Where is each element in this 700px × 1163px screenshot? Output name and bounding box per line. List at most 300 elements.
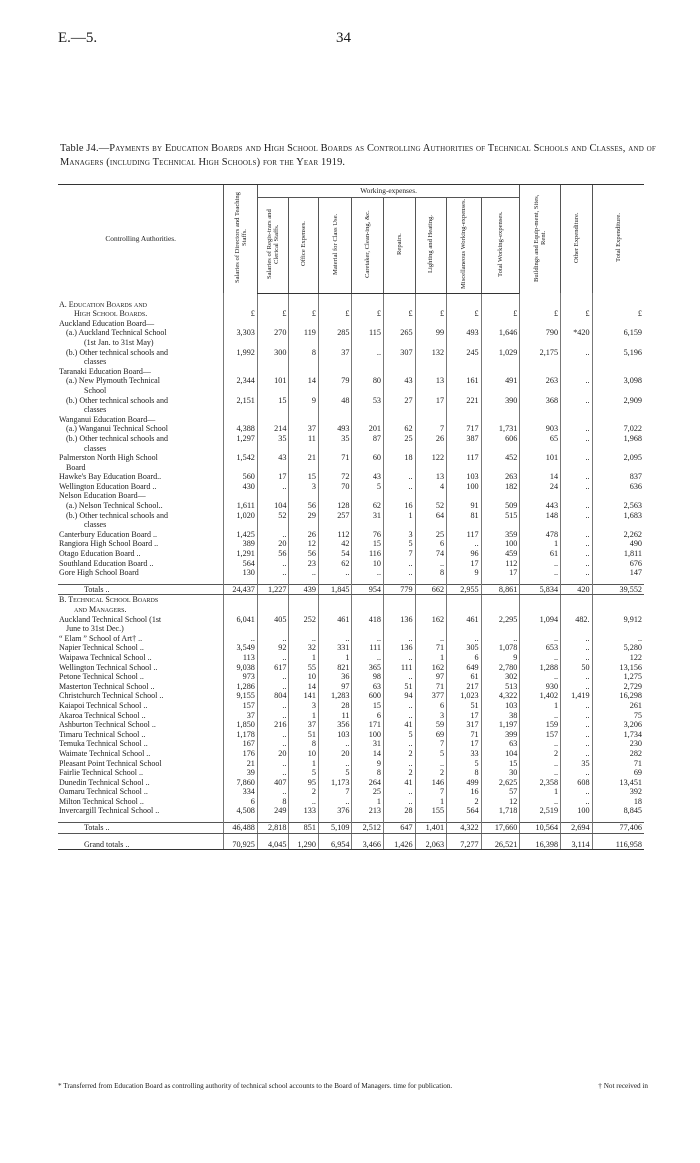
cell-value: 564 [224, 559, 258, 569]
cell-value: 1,992 [224, 348, 258, 358]
cell-value: .. [224, 634, 258, 644]
cell-value: 10 [289, 749, 319, 759]
row-label: Fairlie Technical School .. [59, 768, 143, 778]
cell-value: .. [384, 759, 416, 769]
cell-value: 35 [318, 434, 352, 444]
cell-value: 1,426 [384, 840, 416, 850]
table-row [58, 357, 644, 367]
cell-value: 146 [415, 778, 447, 788]
cell-value: 52 [415, 501, 447, 511]
cell-value: 217 [447, 682, 482, 692]
cell-value: 1,731 [481, 424, 520, 434]
cell-value [318, 319, 352, 329]
cell-value: 12 [481, 797, 520, 807]
cell-value [257, 386, 289, 396]
cell-value [289, 605, 319, 615]
table-row [58, 424, 644, 434]
cell-value: 171 [352, 720, 384, 730]
cell-value [520, 595, 561, 605]
section-b-body [58, 595, 644, 850]
cell-value [520, 405, 561, 415]
cell-value: 37 [318, 348, 352, 358]
cell-value: 117 [447, 453, 482, 463]
cell-value [289, 367, 319, 377]
cell-value: 2,955 [447, 584, 482, 595]
cell-value: 59 [415, 720, 447, 730]
cell-value: 11 [318, 711, 352, 721]
cell-value: 13,156 [592, 663, 644, 673]
cell-value: 14 [352, 749, 384, 759]
cell-value: .. [520, 759, 561, 769]
row-label: Oamaru Technical School .. [59, 787, 148, 797]
cell-value [415, 415, 447, 425]
cell-value: 28 [384, 806, 416, 816]
cell-value [289, 491, 319, 501]
cell-value: 617 [257, 663, 289, 673]
cell-value: 176 [224, 749, 258, 759]
row-label: Canterbury Education Board .. [59, 529, 157, 539]
cell-value [592, 405, 644, 415]
cell-value: 356 [318, 720, 352, 730]
table-title-text: —Payments by Education Boards and High School Boards as Controlling Authorities of Technical Schools and Classes, and of Managers (including Technical High Schools) for the Year 1919. [60, 143, 656, 168]
row-label: Totals .. [58, 823, 224, 834]
cell-value: 1 [415, 797, 447, 807]
row-label: Taranaki Education Board— [59, 366, 151, 376]
cell-value: .. [561, 482, 593, 492]
cell-value: 973 [224, 672, 258, 682]
row-label: Auckland Education Board— [59, 318, 155, 328]
section-a-heading [58, 300, 644, 310]
cell-value [289, 415, 319, 425]
cell-value: 2,095 [592, 453, 644, 463]
row-label: Wellington Education Board .. [59, 481, 157, 491]
cell-value: 71 [415, 643, 447, 653]
cell-value: .. [481, 634, 520, 644]
cell-value [592, 463, 644, 473]
col-office: Office Expenses. [289, 198, 319, 294]
cell-value [481, 386, 520, 396]
cell-value: 111 [384, 663, 416, 673]
cell-value [257, 491, 289, 501]
cell-value: .. [520, 634, 561, 644]
cell-value: 3,098 [592, 376, 644, 386]
cell-value: 443 [520, 501, 561, 511]
table-row [58, 672, 644, 682]
table-row [58, 778, 644, 788]
cell-value [561, 405, 593, 415]
cell-value [384, 491, 416, 501]
cell-value: 365 [352, 663, 384, 673]
cell-value [520, 386, 561, 396]
table-row [58, 701, 644, 711]
col-repairs: Repairs. [384, 198, 416, 294]
cell-value [224, 415, 258, 425]
row-label: Hawke's Bay Education Board.. [59, 472, 162, 482]
cell-value: 95 [289, 778, 319, 788]
cell-value: 2,344 [224, 376, 258, 386]
cell-value: 167 [224, 739, 258, 749]
cell-value [352, 319, 384, 329]
cell-value: 16,298 [592, 691, 644, 701]
cell-value [415, 386, 447, 396]
cell-value [561, 624, 593, 634]
cell-value [592, 624, 644, 634]
table-row [58, 405, 644, 415]
cell-value: 16 [447, 787, 482, 797]
cell-value [257, 415, 289, 425]
cell-value [592, 338, 644, 348]
cell-value: .. [384, 482, 416, 492]
cell-value: .. [561, 672, 593, 682]
cell-value: 405 [257, 615, 289, 625]
cell-value: 15 [352, 701, 384, 711]
cell-value: 2 [289, 787, 319, 797]
cell-value: 1,178 [224, 730, 258, 740]
cell-value: 30 [481, 768, 520, 778]
table-row [58, 797, 644, 807]
cell-value: 2,909 [592, 396, 644, 406]
cell-value: .. [561, 768, 593, 778]
cell-value: 100 [561, 806, 593, 816]
cell-value: 13,451 [592, 778, 644, 788]
cell-value: .. [561, 711, 593, 721]
section-b-subheading [58, 605, 644, 615]
cell-value: 148 [520, 511, 561, 521]
cell-value: 493 [318, 424, 352, 434]
cell-value [447, 605, 482, 615]
cell-value: .. [561, 797, 593, 807]
row-label: B. Technical School Boards [59, 595, 159, 605]
table-row [58, 338, 644, 348]
footnote-asterisk: * Transferred from Education Board as controlling authority of technical school accounts to the Board of Managers. time for publication. [58, 1082, 453, 1090]
cell-value: 99 [415, 328, 447, 338]
cell-value: 317 [447, 720, 482, 730]
cell-value [481, 491, 520, 501]
cell-value: 1,173 [318, 778, 352, 788]
cell-value: 9 [352, 759, 384, 769]
cell-value [318, 405, 352, 415]
cell-value [257, 520, 289, 530]
cell-value: .. [384, 787, 416, 797]
cell-value: 43 [257, 453, 289, 463]
cell-value: 103 [447, 472, 482, 482]
table-row [58, 624, 644, 634]
cell-value: 38 [481, 711, 520, 721]
cell-value: 112 [481, 559, 520, 569]
table-row [58, 730, 644, 740]
cell-value: 101 [257, 376, 289, 386]
cell-value: .. [561, 701, 593, 711]
cell-value: 14 [520, 472, 561, 482]
cell-value: 17 [415, 396, 447, 406]
cell-value: .. [384, 672, 416, 682]
cell-value: 7 [318, 787, 352, 797]
cell-value: 18 [384, 453, 416, 463]
cell-value: 94 [384, 691, 416, 701]
cell-value [352, 595, 384, 605]
footnotes [58, 1082, 648, 1091]
row-label: (a.) New Plymouth Technical [66, 376, 160, 386]
cell-value: 2 [384, 749, 416, 759]
cell-value: 6 [352, 711, 384, 721]
cell-value: .. [561, 634, 593, 644]
cell-value: 1,811 [592, 549, 644, 559]
cell-value [592, 319, 644, 329]
cell-value: 1,850 [224, 720, 258, 730]
cell-value: .. [520, 653, 561, 663]
cell-value: 263 [481, 472, 520, 482]
cell-value: 3,114 [561, 840, 593, 850]
cell-value: 182 [481, 482, 520, 492]
cell-value [289, 595, 319, 605]
table-row [58, 415, 644, 425]
row-label: Rangiora High School Board .. [59, 539, 159, 549]
cell-value: 2,563 [592, 501, 644, 511]
cell-value: 81 [447, 511, 482, 521]
cell-value: 12 [289, 539, 319, 549]
cell-value: 221 [447, 396, 482, 406]
cell-value: 1,419 [561, 691, 593, 701]
cell-value: .. [257, 672, 289, 682]
row-label: Pleasant Point Technical School [59, 758, 162, 768]
cell-value [384, 605, 416, 615]
col-misc: Miscellaneous Working-expenses. [447, 198, 482, 294]
cell-value: 1,718 [481, 806, 520, 816]
cell-value: 302 [481, 672, 520, 682]
cell-value [447, 520, 482, 530]
cell-value: .. [257, 768, 289, 778]
cell-value [352, 386, 384, 396]
cell-value: 1 [520, 701, 561, 711]
col-registrars: Salaries of Regis-trars and Clerical Staffs. [257, 198, 289, 294]
cell-value: .. [257, 634, 289, 644]
cell-value [318, 386, 352, 396]
section-b-heading [58, 595, 644, 605]
row-label: June to 31st Dec.) [66, 624, 124, 634]
cell-value: 74 [415, 549, 447, 559]
cell-value: .. [447, 539, 482, 549]
cell-value: 6 [415, 701, 447, 711]
row-label: Waimate Technical School .. [59, 748, 151, 758]
cell-value: 63 [352, 682, 384, 692]
cell-value: .. [561, 787, 593, 797]
cell-value [561, 338, 593, 348]
cell-value [415, 357, 447, 367]
cell-value: .. [561, 539, 593, 549]
cell-value: 39,552 [592, 584, 644, 595]
cell-value: 1,290 [289, 840, 319, 850]
cell-value: 3,466 [352, 840, 384, 850]
cell-value [224, 357, 258, 367]
cell-value: 1,683 [592, 511, 644, 521]
row-label: Kaiapoi Technical School .. [59, 700, 148, 710]
cell-value: 420 [561, 584, 593, 595]
cell-value: 1,291 [224, 549, 258, 559]
cell-value: .. [257, 701, 289, 711]
cell-value: 55 [289, 663, 319, 673]
cell-value: 43 [352, 472, 384, 482]
cell-value: .. [384, 634, 416, 644]
cell-value: .. [257, 682, 289, 692]
cell-value: 2 [447, 797, 482, 807]
cell-value: 4,388 [224, 424, 258, 434]
cell-value: 14 [289, 376, 319, 386]
cell-value [592, 444, 644, 454]
cell-value: £ [592, 309, 644, 319]
table-row [58, 787, 644, 797]
cell-value: 5,834 [520, 584, 561, 595]
row-label: Akaroa Technical School .. [59, 710, 146, 720]
cell-value: 71 [447, 730, 482, 740]
col-authority: Controlling Authorities. [58, 185, 224, 294]
cell-value: 478 [520, 530, 561, 540]
cell-value [481, 463, 520, 473]
table-row [58, 549, 644, 559]
cell-value: 92 [257, 643, 289, 653]
cell-value: 56 [289, 501, 319, 511]
cell-value: 15 [352, 539, 384, 549]
cell-value [447, 386, 482, 396]
cell-value: 1,402 [520, 691, 561, 701]
cell-value: 20 [257, 749, 289, 759]
cell-value: £ [520, 309, 561, 319]
cell-value: 851 [289, 823, 319, 834]
cell-value: 790 [520, 328, 561, 338]
cell-value [318, 338, 352, 348]
cell-value: 257 [318, 511, 352, 521]
cell-value [224, 300, 258, 310]
cell-value: 1,968 [592, 434, 644, 444]
cell-value: .. [415, 634, 447, 644]
cell-value: 32 [289, 643, 319, 653]
cell-value: .. [520, 797, 561, 807]
cell-value [481, 367, 520, 377]
table-row [58, 463, 644, 473]
cell-value: 159 [520, 720, 561, 730]
cell-value: 201 [352, 424, 384, 434]
cell-value: 71 [415, 682, 447, 692]
cell-value: 1 [289, 711, 319, 721]
cell-value [384, 415, 416, 425]
cell-value [520, 300, 561, 310]
cell-value: 2,818 [257, 823, 289, 834]
cell-value: 42 [318, 539, 352, 549]
cell-value [592, 605, 644, 615]
cell-value [561, 520, 593, 530]
cell-value [520, 367, 561, 377]
cell-value [289, 520, 319, 530]
cell-value: 6 [447, 653, 482, 663]
cell-value: 9 [447, 568, 482, 578]
cell-value: 2,175 [520, 348, 561, 358]
cell-value: 2 [520, 749, 561, 759]
cell-value: 5 [318, 768, 352, 778]
cell-value: 25 [352, 787, 384, 797]
page-number: 34 [336, 30, 351, 46]
cell-value: .. [561, 739, 593, 749]
cell-value: .. [384, 711, 416, 721]
cell-value [592, 520, 644, 530]
row-label: Dunedin Technical School .. [59, 777, 150, 787]
cell-value: .. [257, 530, 289, 540]
cell-value: 1,845 [318, 584, 352, 595]
cell-value: .. [318, 634, 352, 644]
cell-value [224, 624, 258, 634]
cell-value: 10 [352, 559, 384, 569]
cell-value: 20 [257, 539, 289, 549]
row-label: and Managers. [74, 605, 127, 614]
row-label: Milton Technical School .. [59, 796, 144, 806]
cell-value [224, 491, 258, 501]
cell-value: 100 [352, 730, 384, 740]
cell-value: 8 [352, 768, 384, 778]
cell-value: 662 [415, 584, 447, 595]
cell-value: 27 [384, 396, 416, 406]
cell-value: 62 [318, 559, 352, 569]
cell-value: 50 [561, 663, 593, 673]
row-label: High School Boards. [74, 309, 148, 319]
cell-value: *420 [561, 328, 593, 338]
cell-value: 5,196 [592, 348, 644, 358]
cell-value: 60 [352, 453, 384, 463]
cell-value: .. [384, 568, 416, 578]
cell-value: 162 [415, 663, 447, 673]
cell-value [520, 463, 561, 473]
row-label: Invercargill Technical School .. [59, 806, 160, 816]
cell-value [384, 300, 416, 310]
footnote-dagger: † Not received in [598, 1082, 648, 1090]
cell-value [415, 338, 447, 348]
cell-value [481, 405, 520, 415]
cell-value [415, 463, 447, 473]
row-label: Grand totals .. [58, 840, 224, 850]
cell-value: 5 [289, 768, 319, 778]
cell-value: 116 [352, 549, 384, 559]
cell-value: 136 [384, 615, 416, 625]
cell-value: .. [520, 711, 561, 721]
cell-value [520, 357, 561, 367]
cell-value [447, 624, 482, 634]
cell-value: 8,861 [481, 584, 520, 595]
cell-value [447, 491, 482, 501]
cell-value: 1 [520, 539, 561, 549]
cell-value [289, 386, 319, 396]
cell-value: 1,401 [415, 823, 447, 834]
cell-value: 9,155 [224, 691, 258, 701]
cell-value: 76 [352, 530, 384, 540]
cell-value: 779 [384, 584, 416, 595]
cell-value [257, 300, 289, 310]
table-row [58, 367, 644, 377]
cell-value [384, 367, 416, 377]
cell-value: 1,020 [224, 511, 258, 521]
table-row [58, 482, 644, 492]
cell-value [415, 491, 447, 501]
cell-value: 430 [224, 482, 258, 492]
col-buildings: Buildings and Equip-ment, Sites, Rent. [520, 185, 561, 294]
cell-value [257, 463, 289, 473]
table-row [58, 501, 644, 511]
cell-value [289, 357, 319, 367]
cell-value [352, 605, 384, 615]
row-label: (1st Jan. to 31st May) [84, 337, 154, 347]
cell-value [415, 300, 447, 310]
cell-value [257, 444, 289, 454]
cell-value: 1,283 [318, 691, 352, 701]
cell-value [592, 300, 644, 310]
cell-value: 649 [447, 663, 482, 673]
cell-value: 461 [447, 615, 482, 625]
